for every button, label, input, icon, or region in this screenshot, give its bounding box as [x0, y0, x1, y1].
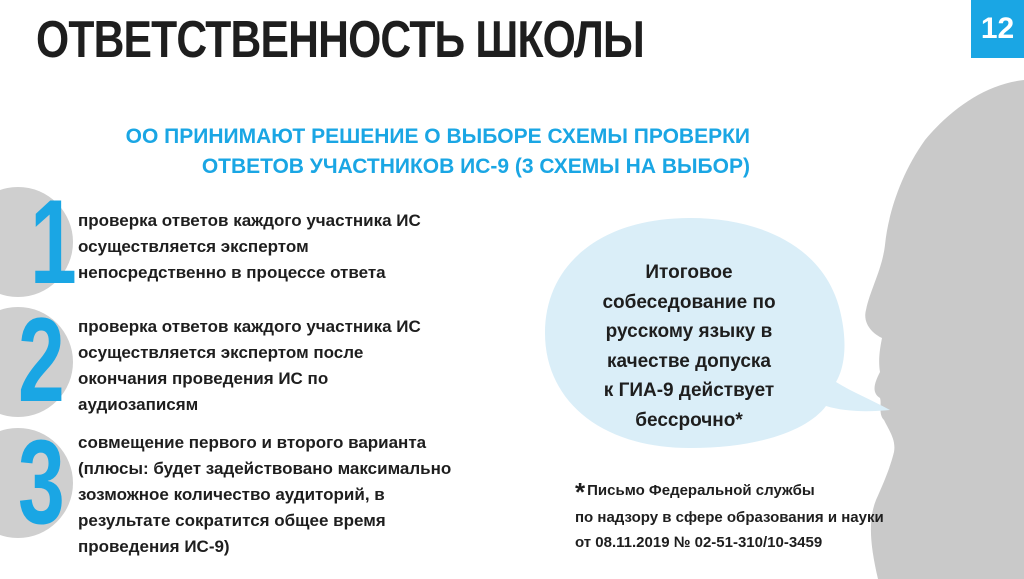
scheme-text-1 — [78, 208, 421, 286]
footnote-star: * — [575, 477, 586, 507]
footnote-text: Письмо Федеральной службы — [587, 482, 815, 499]
bubble-line: к ГИА-9 действует — [603, 380, 775, 401]
scheme-line: осуществляется экспертом после — [78, 343, 364, 362]
bubble-line: собеседование по — [602, 291, 776, 313]
bubble-line: Итоговое — [645, 262, 733, 283]
page-number: 12 — [971, 0, 1024, 58]
scheme-line: зозможное количество аудиторий, в — [78, 485, 385, 504]
page-title: ОТВЕТСТВЕННОСТЬ ШКОЛЫ — [36, 11, 644, 69]
scheme-text-3 — [78, 430, 451, 560]
footnote-line-2: по надзору в сфере образования и науки — [575, 509, 884, 526]
scheme-number-3: 3 — [18, 415, 65, 549]
subtitle — [110, 122, 750, 182]
bubble-line: качестве допуска — [607, 350, 771, 372]
scheme-line: проверка ответов каждого участника ИС — [78, 211, 421, 230]
scheme-line: (плюсы: будет задействовано максимально — [78, 459, 452, 478]
subtitle-line: ОО ПРИНИМАЮТ РЕШЕНИЕ О ВЫБОРЕ СХЕМЫ ПРОВЕРКИ — [125, 125, 750, 148]
scheme-line: совмещение первого и второго варианта — [78, 433, 427, 452]
scheme-text-2 — [78, 314, 421, 418]
scheme-line: проверка ответов каждого участника ИС — [78, 317, 421, 336]
bubble-text — [570, 258, 808, 435]
footnote-line-1 — [575, 478, 955, 505]
footnote-line-3: от 08.11.2019 № 02-51-310/10-3459 — [575, 534, 823, 551]
scheme-line: проведения ИС-9) — [78, 537, 230, 556]
subtitle-line: ОТВЕТОВ УЧАСТНИКОВ ИС-9 (3 СХЕМЫ НА ВЫБОР) — [201, 155, 750, 178]
scheme-line: осуществляется экспертом — [78, 237, 309, 256]
footnote — [575, 478, 955, 555]
bubble-line: бессрочно* — [635, 409, 743, 431]
scheme-line: окончания проведения ИС по — [78, 369, 329, 388]
scheme-number-1: 1 — [30, 175, 77, 309]
scheme-number-2: 2 — [18, 293, 65, 427]
scheme-line: результате сократится общее время — [78, 511, 386, 530]
bubble-line: русскому языку в — [605, 321, 773, 342]
scheme-line: аудиозаписям — [78, 395, 199, 414]
scheme-line: непосредственно в процессе ответа — [78, 263, 386, 282]
